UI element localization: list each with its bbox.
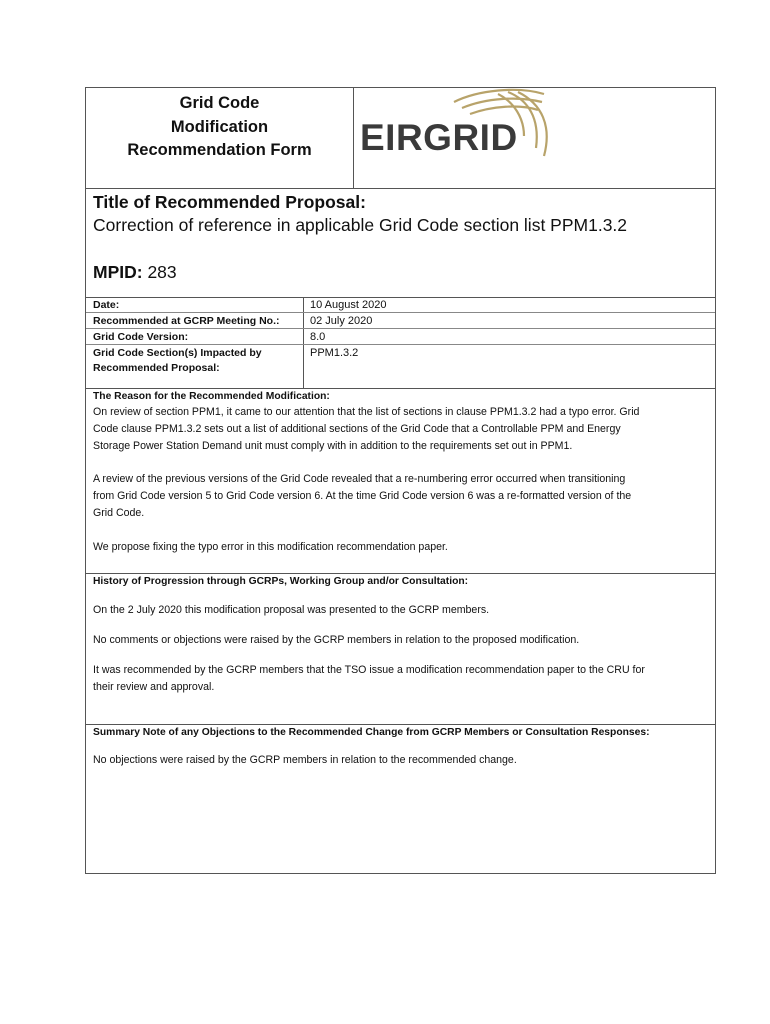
mpid-label: MPID:: [93, 262, 143, 282]
form-title-line2: Modification: [170, 117, 269, 136]
eirgrid-logo-graphic: [358, 88, 715, 188]
reason-p2-line1: A review of the previous versions of the Grid Code revealed that a re-numbering error occurred when transitioning: [93, 473, 626, 485]
history-heading: History of Progression through GCRPs, Working Group and/or Consultation:: [93, 576, 469, 587]
form-title: [86, 88, 354, 188]
history-paragraph-1: On the 2 July 2020 this modification proposal was presented to the GCRP members.: [93, 604, 490, 616]
proposal-title: Correction of reference in applicable Grid Code section list PPM1.3.2: [93, 215, 628, 235]
proposal-section: [86, 188, 715, 298]
sections-label-line1: Grid Code Section(s) Impacted by: [93, 347, 262, 359]
reason-p1-line1: On review of section PPM1, it came to our attention that the list of sections in clause PPM1.3.2 had a typo error. Grid: [93, 406, 640, 418]
date-label: Date:: [93, 299, 120, 311]
version-value: 8.0: [310, 331, 326, 343]
recommendation-form: [85, 87, 716, 874]
date-value: 10 August 2020: [310, 299, 387, 311]
meta-table: [86, 297, 715, 389]
summary-heading: Summary Note of any Objections to the Recommended Change from GCRP Members or Consultation Responses:: [93, 727, 650, 738]
meeting-value: 02 July 2020: [310, 315, 373, 327]
version-label: Grid Code Version:: [93, 331, 189, 343]
reason-paragraph-3: We propose fixing the typo error in this modification recommendation paper.: [93, 541, 448, 553]
reason-p2-line2: from Grid Code version 5 to Grid Code version 6. At the time Grid Code version 6 was a re-formatted version of the: [93, 489, 632, 502]
proposal-heading: Title of Recommended Proposal:: [93, 192, 366, 212]
meeting-label: Recommended at GCRP Meeting No.:: [93, 315, 280, 327]
reason-paragraph-2: [93, 471, 711, 521]
history-p3-line1: It was recommended by the GCRP members that the TSO issue a modification recommendation paper to the CRU for: [93, 664, 645, 676]
reason-paragraph-1: [93, 404, 711, 454]
history-paragraph-2: No comments or objections were raised by the GCRP members in relation to the proposed modification.: [93, 634, 580, 646]
sections-value: PPM1.3.2: [310, 347, 359, 359]
sections-label-line2: Recommended Proposal:: [93, 362, 220, 374]
reason-p1-line2: Code clause PPM1.3.2 sets out a list of additional sections of the Grid Code that a Controllable PPM and Energy: [93, 422, 621, 435]
reason-heading: The Reason for the Recommended Modification:: [93, 391, 330, 402]
mpid: [93, 262, 177, 283]
form-header: [86, 88, 715, 189]
section-divider: [86, 573, 715, 574]
history-paragraph-3: [93, 662, 711, 696]
reason-p1-line3: Storage Power Station Demand unit must comply with in addition to the requirements set out in PPM1.: [93, 439, 573, 452]
logo-wordmark: EIRGRID: [360, 117, 518, 158]
summary-paragraph-1: No objections were raised by the GCRP members in relation to the recommended change.: [93, 754, 517, 766]
reason-p2-line3: Grid Code.: [93, 506, 145, 519]
form-title-line3: Recommendation Form: [127, 141, 312, 159]
history-p3-line2: their review and approval.: [93, 680, 215, 693]
form-title-line1: Grid Code: [179, 94, 260, 112]
meta-row-divider: [86, 312, 715, 313]
mpid-value: 283: [147, 262, 177, 282]
meta-column-divider: [303, 297, 304, 388]
section-divider: [86, 724, 715, 725]
eirgrid-logo: [358, 88, 715, 188]
